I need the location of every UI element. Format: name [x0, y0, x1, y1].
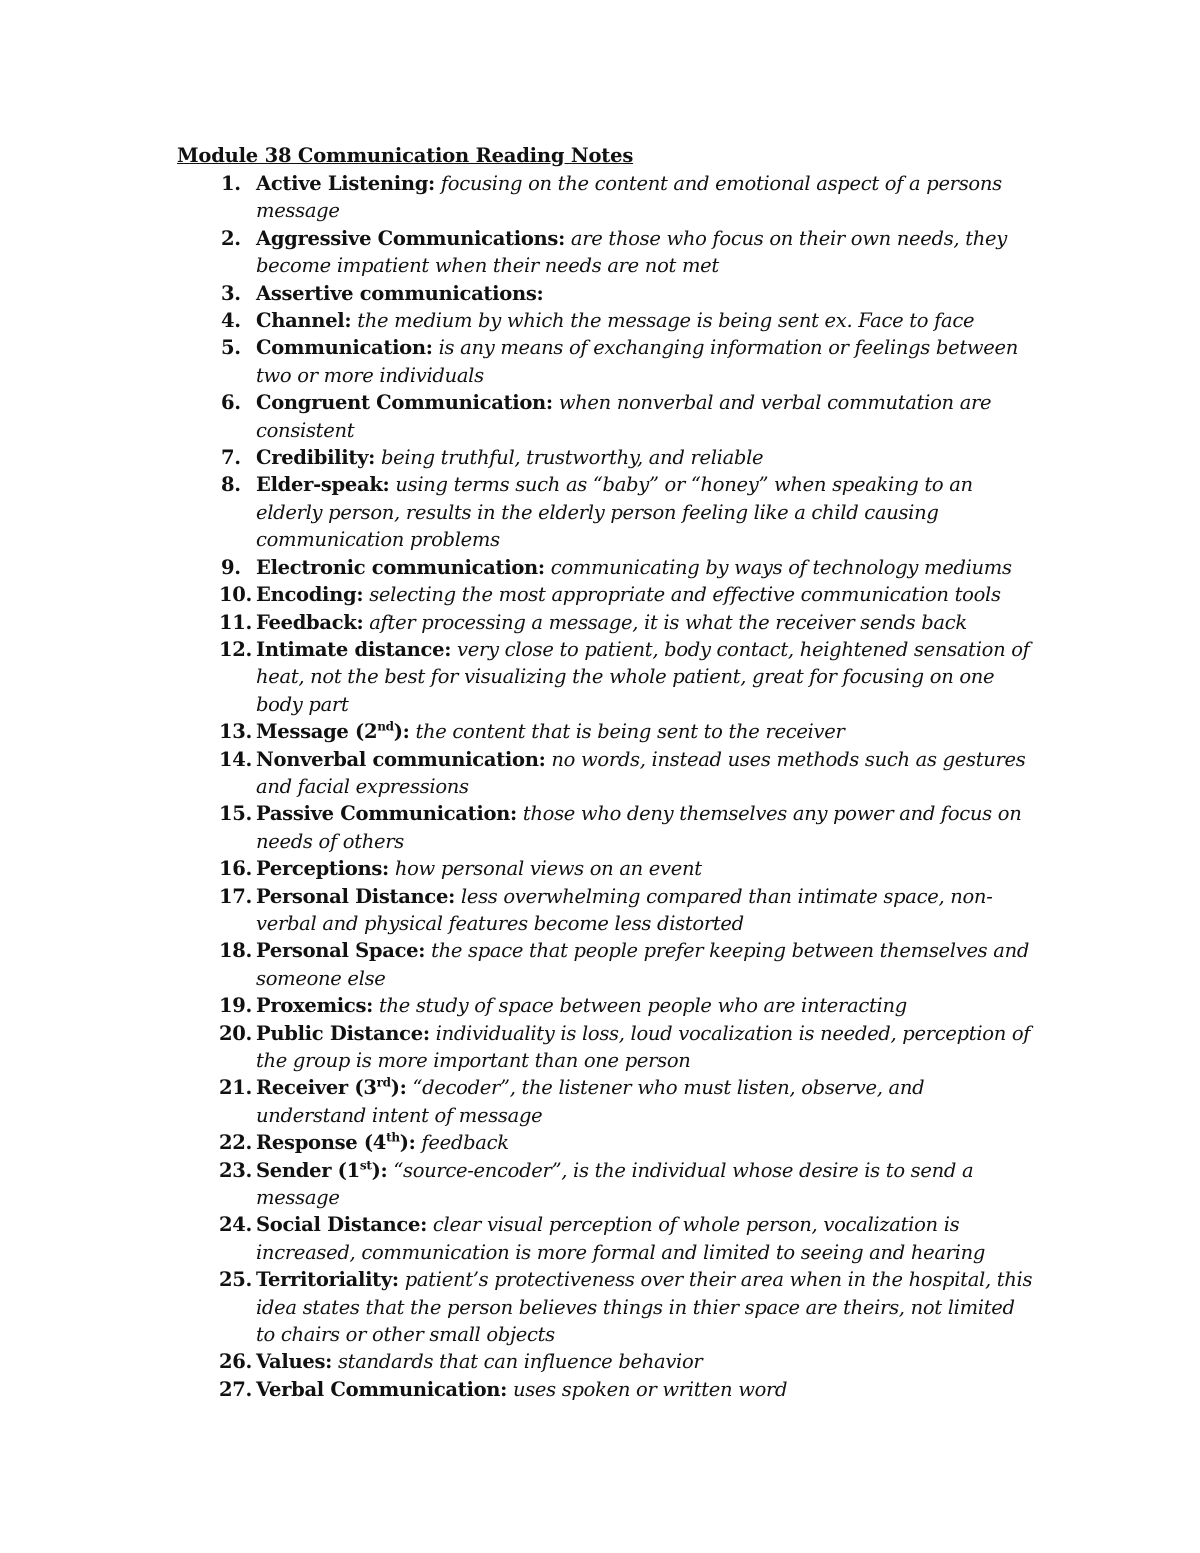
- list-item-number: 5.: [221, 336, 241, 360]
- list-item: [177, 1129, 1037, 1156]
- term-name: Social Distance:: [256, 1213, 427, 1237]
- list-item-number: 6.: [221, 391, 241, 415]
- document-body: [177, 142, 1037, 1403]
- list-item-number: 15.: [219, 802, 253, 826]
- term-name: Sender (1: [256, 1158, 360, 1182]
- term-name: Communication:: [256, 336, 433, 360]
- list-item: [177, 334, 1037, 389]
- term-name: Intimate distance:: [256, 637, 452, 661]
- term-definition: focusing on the content and emotional aspect of a persons message: [256, 172, 1002, 223]
- list-item-number: 14.: [219, 747, 253, 771]
- term-definition: those who deny themselves any power and focus on needs of others: [256, 802, 1022, 853]
- term-definition: clear visual perception of whole person, vocalization is increased, communication is more formal and limited to seeing and hearing: [256, 1213, 986, 1264]
- list-item: [177, 307, 1037, 334]
- list-item-number: 21.: [219, 1076, 253, 1100]
- term-name: Channel:: [256, 309, 352, 333]
- term-definition: using terms such as “baby” or “honey” when speaking to an elderly person, results in the elderly person feeling like a child causing communication problems: [256, 473, 973, 552]
- list-item: [177, 992, 1037, 1019]
- term-name: Credibility:: [256, 446, 376, 470]
- list-item-number: 2.: [221, 226, 241, 250]
- term-definition: communicating by ways of technology mediums: [550, 555, 1012, 579]
- list-item-number: 4.: [221, 309, 241, 333]
- list-item: [177, 170, 1037, 225]
- term-definition: after processing a message, it is what the receiver sends back: [369, 610, 967, 634]
- list-item-number: 26.: [219, 1350, 253, 1374]
- list-item: [177, 1074, 1037, 1129]
- term-name: Public Distance:: [256, 1021, 430, 1045]
- term-name-suffix: ):: [393, 720, 410, 744]
- term-name: Receiver (3: [256, 1076, 377, 1100]
- term-definition: when nonverbal and verbal commutation are consistent: [256, 391, 992, 442]
- list-item: [177, 1266, 1037, 1348]
- term-definition: standards that can influence behavior: [337, 1350, 703, 1374]
- term-definition: less overwhelming compared than intimate space, non-verbal and physical features become less distorted: [256, 884, 993, 935]
- list-item-number: 19.: [219, 994, 253, 1018]
- list-item-number: 1.: [221, 172, 241, 195]
- list-item: [177, 1211, 1037, 1266]
- term-name: Electronic communication:: [256, 555, 545, 579]
- term-name-suffix: ):: [399, 1131, 416, 1155]
- list-item-number: 22.: [219, 1131, 253, 1155]
- list-item-number: 23.: [219, 1158, 253, 1182]
- term-definition: feedback: [421, 1131, 509, 1155]
- list-item-number: 17.: [219, 884, 253, 908]
- list-item: [177, 800, 1037, 855]
- term-name-suffix: ):: [371, 1158, 388, 1182]
- list-item-number: 20.: [219, 1021, 253, 1045]
- term-name: Assertive communications:: [256, 281, 544, 305]
- list-item-number: 16.: [219, 857, 253, 881]
- term-name-suffix: ):: [390, 1076, 407, 1100]
- term-definition: patient’s protectiveness over their area when in the hospital, this idea states that the person believes things in thier space are theirs, not limited to chairs or other small objects: [256, 1268, 1033, 1347]
- list-item-number: 24.: [219, 1213, 253, 1237]
- list-item-number: 18.: [219, 939, 253, 963]
- list-item: [177, 855, 1037, 882]
- list-item: [177, 581, 1037, 608]
- term-name: Aggressive Communications:: [256, 226, 566, 250]
- term-ordinal-suffix: st: [359, 1158, 372, 1173]
- list-item-number: 11.: [219, 610, 253, 634]
- term-definition: being truthful, trustworthy, and reliable: [380, 446, 764, 470]
- term-definition: “source-encoder”, is the individual whose desire is to send a message: [256, 1158, 974, 1210]
- term-name: Values:: [256, 1350, 333, 1374]
- list-item-number: 3.: [221, 281, 241, 305]
- term-name: Personal Distance:: [256, 884, 456, 908]
- term-ordinal-suffix: th: [386, 1130, 400, 1145]
- term-name: Congruent Communication:: [256, 391, 553, 415]
- term-definition: “decoder”, the listener who must listen, observe, and understand intent of message: [256, 1076, 925, 1127]
- list-item: [177, 883, 1037, 938]
- term-definition: very close to patient, body contact, heightened sensation of heat, not the best for visualizing the whole patient, great for focusing on one body part: [256, 637, 1030, 716]
- term-definition: individuality is loss, loud vocalization is needed, perception of the group is more important than one person: [256, 1021, 1031, 1072]
- term-definition: the study of space between people who are interacting: [378, 994, 907, 1018]
- list-item: [177, 718, 1037, 745]
- list-item: [177, 1020, 1037, 1075]
- term-definition: are those who focus on their own needs, they become impatient when their needs are not met: [256, 226, 1007, 278]
- term-name: Perceptions:: [256, 857, 389, 881]
- term-definition: is any means of exchanging information or feelings between two or more individuals: [256, 336, 1018, 387]
- list-item-number: 27.: [219, 1377, 253, 1401]
- term-name: Active Listening:: [256, 172, 435, 195]
- term-name: Elder-speak:: [256, 473, 390, 497]
- list-item: [177, 636, 1037, 718]
- terms-list: [177, 170, 1037, 1403]
- list-item-number: 8.: [221, 473, 241, 497]
- term-name: Message (2: [256, 720, 378, 744]
- list-item: [177, 1376, 1037, 1403]
- term-definition: no words, instead uses methods such as gestures and facial expressions: [256, 747, 1026, 798]
- list-item: [177, 280, 1037, 307]
- term-name: Territoriality:: [256, 1268, 399, 1292]
- list-item: [177, 746, 1037, 801]
- list-item: [177, 1348, 1037, 1375]
- list-item-number: 7.: [221, 446, 241, 470]
- list-item: [177, 444, 1037, 471]
- list-item: [177, 225, 1037, 280]
- term-definition: uses spoken or written word: [512, 1377, 788, 1401]
- term-name: Personal Space:: [256, 939, 426, 963]
- term-name: Encoding:: [256, 583, 364, 607]
- list-item: [177, 1157, 1037, 1212]
- term-definition: the space that people prefer keeping between themselves and someone else: [256, 939, 1030, 990]
- term-name: Feedback:: [256, 610, 364, 634]
- term-definition: the content that is being sent to the receiver: [415, 720, 845, 744]
- document-title: Module 38 Communication Reading Notes: [177, 144, 634, 167]
- list-item: [177, 554, 1037, 581]
- list-item-number: 13.: [219, 720, 253, 744]
- list-item: [177, 471, 1037, 553]
- term-name: Passive Communication:: [256, 802, 517, 826]
- list-item-number: 12.: [219, 637, 253, 661]
- term-name: Response (4: [256, 1131, 387, 1155]
- term-name: Verbal Communication:: [256, 1377, 508, 1401]
- list-item-number: 9.: [221, 555, 241, 579]
- term-name: Nonverbal communication:: [256, 747, 546, 771]
- list-item-number: 10.: [219, 583, 253, 607]
- term-name: Proxemics:: [256, 994, 374, 1018]
- term-definition: the medium by which the message is being sent ex. Face to face: [357, 309, 975, 333]
- term-ordinal-suffix: nd: [377, 719, 394, 734]
- list-item-number: 25.: [219, 1268, 253, 1292]
- term-definition: selecting the most appropriate and effective communication tools: [369, 583, 1001, 607]
- list-item: [177, 389, 1037, 444]
- term-ordinal-suffix: rd: [376, 1075, 391, 1090]
- term-definition: how personal views on an event: [394, 857, 702, 881]
- list-item: [177, 609, 1037, 636]
- list-item: [177, 937, 1037, 992]
